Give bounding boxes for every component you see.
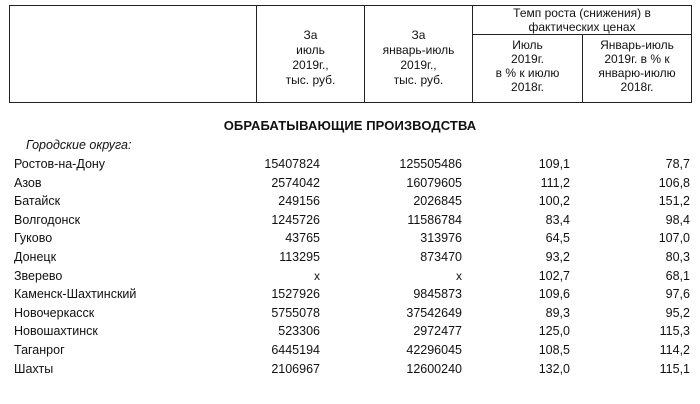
row-july: 1527926 [271,287,320,302]
table-row [0,304,700,323]
row-july: 249156 [278,194,320,209]
row-july: 1245726 [271,212,320,227]
group-label: Городские округа: [26,138,132,152]
row-pct-july: 108,5 [538,342,570,357]
row-jan-jul: 42296045 [406,342,462,357]
table-row [0,155,700,174]
row-name: Донецк [14,249,57,264]
row-name: Новочеркасск [14,305,95,320]
table-row [0,322,700,341]
row-name: Батайск [14,194,61,209]
row-jan-jul: 873470 [420,249,462,264]
row-pct-jan-jul: 106,8 [658,175,690,190]
row-name: Новошахтинск [14,324,98,339]
row-name: Шахты [14,361,54,376]
row-july: 2106967 [271,361,320,376]
row-pct-jan-jul: 115,1 [659,361,690,376]
table-row [0,360,700,379]
row-july: x [314,268,320,283]
table-row [0,341,700,360]
row-jan-jul: 9845873 [413,287,462,302]
row-pct-jan-jul: 80,3 [665,249,690,264]
row-pct-july: 132,0 [538,361,570,376]
row-jan-jul: x [456,268,462,283]
row-name: Гуково [14,231,53,246]
header-pct-july: Июль 2019г. в % к июлю 2018г. [473,35,583,103]
table-row [0,248,700,267]
row-pct-july: 100,2 [538,194,570,209]
header-jan-jul: За январь-июль 2019г., тыс. руб. [365,6,473,103]
row-pct-jan-jul: 95,2 [665,305,690,320]
row-name: Зверево [14,268,63,283]
table-row [0,229,700,248]
header-pct-jan-jul: Январь-июль 2019г. в % к январю-июлю 2018г. [583,35,692,103]
row-pct-jan-jul: 114,2 [659,342,690,357]
row-pct-july: 109,1 [538,157,570,171]
table-row [0,267,700,286]
row-jan-jul: 37542649 [406,305,462,320]
row-jan-jul: 2026845 [413,194,462,209]
row-pct-july: 83,4 [545,212,570,227]
row-july: 2574042 [271,175,320,190]
section-title: ОБРАБАТЫВАЮЩИЕ ПРОИЗВОДСТВА [223,118,477,133]
header-blank-cell [10,6,257,103]
row-name: Волгодонск [14,212,81,227]
row-july: 5755078 [271,305,320,320]
row-july: 113295 [279,249,320,264]
row-jan-jul: 313976 [420,231,462,246]
table-row [0,211,700,230]
row-pct-jan-jul: 115,3 [659,324,690,339]
row-jan-jul: 125505486 [399,157,462,171]
row-jan-jul: 2972477 [413,324,462,339]
header-growth-rate: Темп роста (снижения) в фактических ценах [473,6,692,35]
row-jan-jul: 16079605 [406,175,462,190]
row-name: Каменск-Шахтинский [14,287,137,302]
row-pct-july: 89,3 [545,305,570,320]
row-pct-july: 109,6 [538,287,570,302]
row-pct-july: 93,2 [545,249,570,264]
row-july: 43765 [285,231,320,246]
row-pct-jan-jul: 107,0 [658,231,690,246]
row-pct-jan-jul: 78,7 [665,157,690,171]
table-row [0,174,700,193]
row-pct-jan-jul: 98,4 [665,212,690,227]
row-jan-jul: 12600240 [406,361,462,376]
row-july: 6445194 [271,342,320,357]
data-rows [0,155,700,378]
row-name: Ростов-на-Дону [14,157,106,171]
row-name: Таганрог [14,342,65,357]
row-name: Азов [14,175,42,190]
row-july: 523306 [278,324,320,339]
table-row [0,192,700,211]
row-pct-jan-jul: 97,6 [665,287,690,302]
table-row [0,285,700,304]
row-jan-jul: 11586784 [407,212,462,227]
row-pct-july: 111,2 [540,175,570,190]
row-pct-july: 102,7 [538,268,570,283]
row-pct-jan-jul: 68,1 [665,268,690,283]
row-pct-july: 64,5 [545,231,570,246]
row-july: 15407824 [264,157,320,171]
row-pct-jan-jul: 151,2 [658,194,690,209]
row-pct-july: 125,0 [538,324,570,339]
header-july: За июль 2019г., тыс. руб. [257,6,365,103]
table-header [9,5,692,103]
